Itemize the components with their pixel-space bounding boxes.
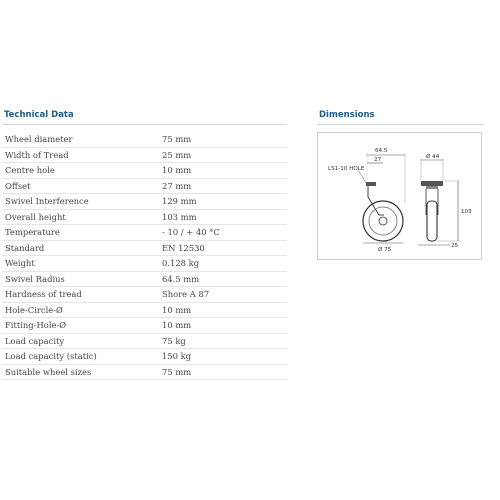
top-plate-side <box>366 182 376 186</box>
spec-row <box>2 318 287 334</box>
spec-label: Wheel diameter <box>2 132 159 147</box>
dimensions-divider <box>317 124 484 125</box>
swivel-radius-label: 64.5 <box>375 148 388 154</box>
spec-row <box>2 256 287 272</box>
spec-row <box>2 333 287 349</box>
spec-label: Width of Tread <box>2 147 159 163</box>
spec-row <box>2 209 287 225</box>
spec-value: 10 mm <box>159 302 287 318</box>
height-label: 103 <box>461 209 472 215</box>
top-diameter-label: Ø 44 <box>426 154 440 160</box>
spec-value: 10 mm <box>159 163 287 179</box>
hole-label: LS1-10 HOLE <box>328 166 365 172</box>
spec-label: Swivel Interference <box>2 194 159 210</box>
technical-data-heading: Technical Data <box>4 110 74 120</box>
spec-label: Load capacity (static) <box>2 349 159 365</box>
tread-width-label: 25 <box>451 243 459 249</box>
spec-row <box>2 364 287 380</box>
wheel-diameter-label: Ø 75 <box>378 247 392 253</box>
spec-row <box>2 163 287 179</box>
spec-label: Standard <box>2 240 159 256</box>
spec-value: 129 mm <box>159 194 287 210</box>
spec-label: Hole-Circle-Ø <box>2 302 159 318</box>
technical-data-rows <box>2 132 287 380</box>
spec-row <box>2 132 287 147</box>
spec-label: Weight <box>2 256 159 272</box>
spec-label: Centre hole <box>2 163 159 179</box>
spec-value: 150 kg <box>159 349 287 365</box>
spec-row <box>2 147 287 163</box>
spec-label: Fitting-Hole-Ø <box>2 318 159 334</box>
wheel-hub-ring <box>369 207 397 235</box>
spec-label: Load capacity <box>2 333 159 349</box>
dimensions-heading: Dimensions <box>319 110 375 120</box>
spec-label: Temperature <box>2 225 159 241</box>
technical-data-divider <box>2 124 287 125</box>
spec-row <box>2 178 287 194</box>
spec-label: Suitable wheel sizes <box>2 364 159 380</box>
spec-row <box>2 302 287 318</box>
spec-row <box>2 349 287 365</box>
spec-value: EN 12530 <box>159 240 287 256</box>
caster-dimension-drawing <box>318 133 483 261</box>
dimension-drawing-frame <box>317 132 482 260</box>
spec-value: 64.5 mm <box>159 271 287 287</box>
spec-row <box>2 194 287 210</box>
spec-row <box>2 225 287 241</box>
spec-row <box>2 240 287 256</box>
spec-row <box>2 287 287 303</box>
swivel-bearing-front <box>426 186 438 189</box>
spec-value: 27 mm <box>159 178 287 194</box>
wheel-front-view <box>427 201 437 241</box>
spec-label: Swivel Radius <box>2 271 159 287</box>
technical-data-table <box>2 132 287 380</box>
spec-value: Shore A 87 <box>159 287 287 303</box>
spec-value: 75 kg <box>159 333 287 349</box>
top-plate-front <box>421 181 443 186</box>
offset-label: 27 <box>374 157 382 163</box>
spec-value: - 10 / + 40 °C <box>159 225 287 241</box>
spec-value: 75 mm <box>159 364 287 380</box>
spec-value: 0.128 kg <box>159 256 287 272</box>
spec-label: Overall height <box>2 209 159 225</box>
spec-label: Offset <box>2 178 159 194</box>
spec-value: 75 mm <box>159 132 287 147</box>
spec-label: Hardness of tread <box>2 287 159 303</box>
spec-row <box>2 271 287 287</box>
spec-value: 25 mm <box>159 147 287 163</box>
spec-value: 10 mm <box>159 318 287 334</box>
spec-value: 103 mm <box>159 209 287 225</box>
wheel-axle <box>379 217 387 225</box>
